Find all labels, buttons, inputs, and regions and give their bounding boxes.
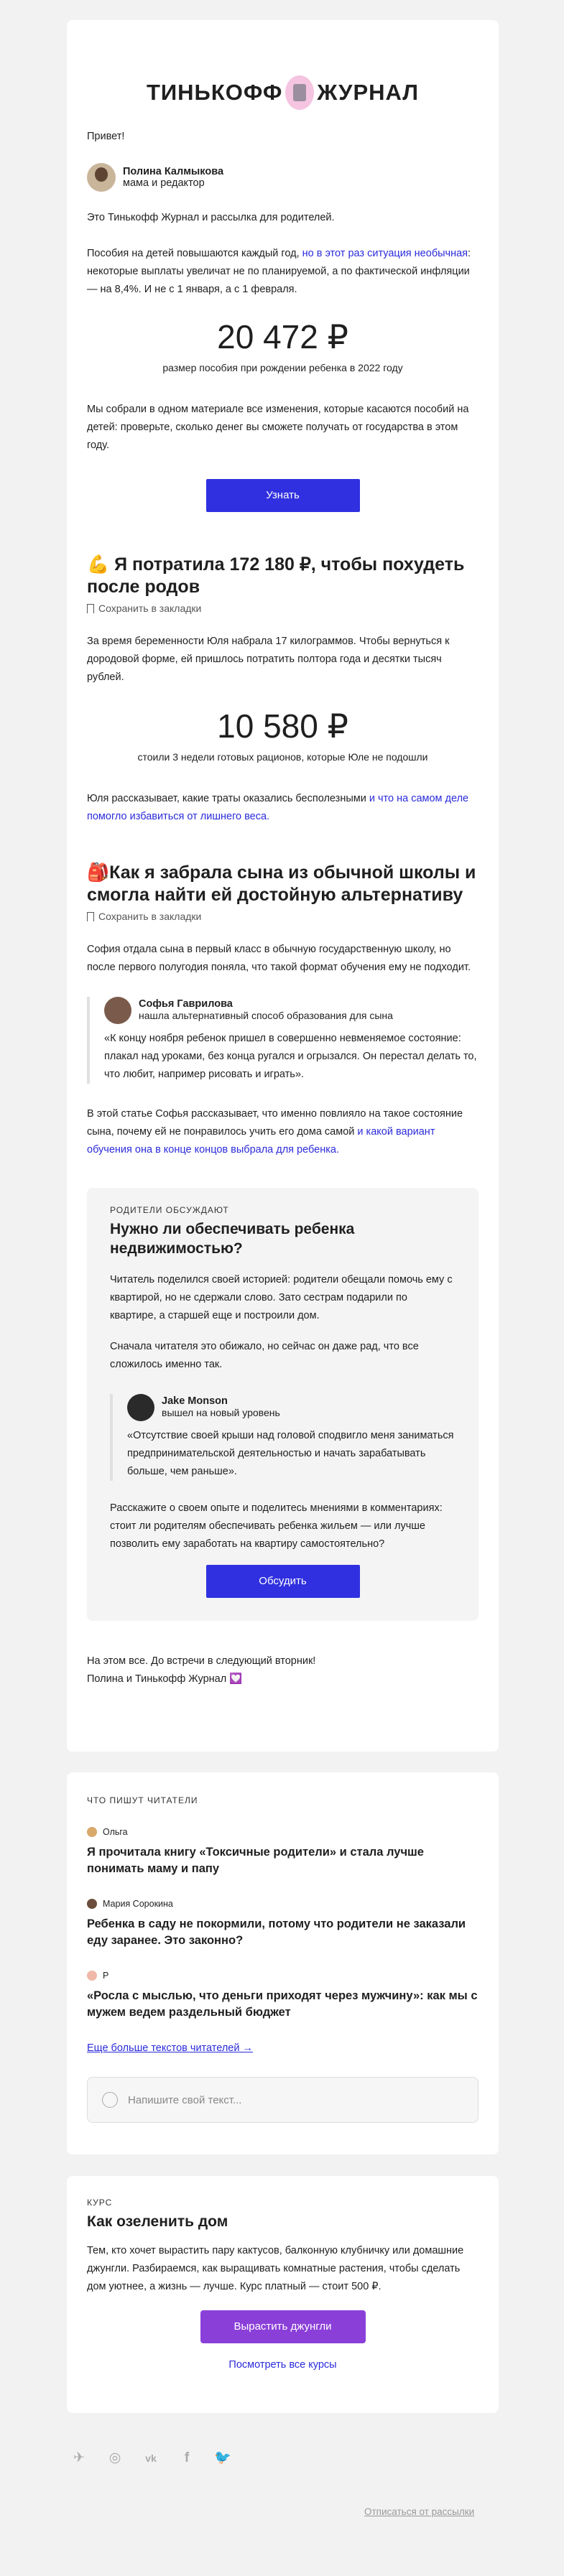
telegram-icon[interactable]: ✈ [73, 2450, 85, 2465]
reader-title[interactable]: Я прочитала книгу «Токсичные родители» и стала лучше понимать маму и папу [87, 1846, 424, 1875]
article1-p2 [87, 790, 479, 826]
quote-author [127, 1394, 456, 1421]
main-card [67, 20, 499, 1752]
text: В этой статье Софья рассказывает, что именно повлияло на такое состояние сына, почему ей не понравилось учить его дома самой [87, 1108, 463, 1138]
text: Полина и Тинькофф Журнал 💟 [87, 1673, 243, 1685]
all-courses-link[interactable]: Посмотреть все курсы [228, 2359, 337, 2371]
text: На этом все. До встречи в следующий вторник! [87, 1655, 316, 1667]
amount-benefit: 20 472 ₽ [217, 318, 348, 355]
reader-avatar [87, 1971, 97, 1981]
quote-text: «К концу ноября ребенок пришел в совершенно невменяемое состояние: плакал над уроками, без конца ругался и огрызался. Он перестал делать то, что любит, например рисовать и играть». [104, 1033, 477, 1080]
paragraph-benefits [87, 245, 479, 299]
learn-button[interactable]: Узнать [206, 479, 360, 512]
logo-badge-icon [285, 75, 314, 110]
facebook-icon[interactable]: f [184, 2450, 190, 2465]
reader-item[interactable] [87, 1899, 479, 1949]
intro: Это Тинькофф Журнал и рассылка для родителей. [87, 212, 335, 223]
readers-card [67, 1772, 499, 2154]
quote-text: «Отсутствие своей крыши над головой сподвигло меня заниматься предпринимательской деятельностью и начать зарабатывать больше, чем раньше». [127, 1430, 454, 1477]
text: Юля рассказывает, какие траты оказались бесполезными [87, 793, 366, 804]
reader-name: Мария Сорокина [103, 1899, 173, 1909]
discussion-p1: Читатель поделился своей историей: родители обещали помочь ему с квартирой, но не сдержали слово. Зато сестрам подарили по квартире, а старшей еще и построили дом. [110, 1274, 453, 1321]
text: Сохранить в закладки [98, 911, 202, 922]
course-overline: КУРС [87, 2198, 113, 2208]
logo[interactable] [87, 20, 479, 128]
bookmark-button[interactable] [87, 603, 479, 614]
quote-author [104, 997, 479, 1024]
article2-p2 [87, 1105, 479, 1159]
input-placeholder: Напишите свой текст... [128, 2093, 242, 2106]
grow-jungle-button[interactable]: Вырастить джунгли [200, 2310, 366, 2343]
avatar [104, 997, 131, 1024]
bookmark-icon [87, 912, 94, 921]
more-readers-link[interactable]: Еще больше текстов читателей → [87, 2042, 253, 2054]
discuss-button[interactable]: Обсудить [206, 1565, 360, 1598]
quote-role: вышел на новый уровень [162, 1407, 280, 1418]
course-title: Как озеленить дом [87, 2213, 228, 2230]
quote [87, 997, 479, 1084]
quote-role: нашла альтернативный способ образования для сына [139, 1010, 393, 1021]
quote [110, 1394, 456, 1481]
vk-icon[interactable]: vk [145, 2452, 157, 2464]
reader-avatar [87, 1899, 97, 1909]
article2-title [87, 862, 479, 906]
social-icons [70, 2449, 232, 2468]
author-name: Полина Калмыкова [123, 166, 224, 177]
twitter-icon[interactable]: 🐦 [214, 2450, 231, 2465]
course-card [67, 2176, 499, 2413]
avatar [127, 1394, 154, 1421]
article1-title [87, 554, 479, 598]
bookmark-icon [87, 604, 94, 613]
course-text: Тем, кто хочет вырастить пару кактусов, балконную клубничку или домашние джунгли. Разбираемся, как выращивать комнатные растения, чтобы сделать дом уютнее, а жизнь — лучше. Курс платный — стоит 500 ₽. [87, 2245, 464, 2292]
discussion-p3: Расскажите о своем опыте и поделитесь мнениями в комментариях: стоит ли родителям обеспечивать ребенка жильем — или лучше позволить ему заработать на квартиру самостоятельно? [110, 1502, 443, 1550]
text: Я потратила 172 180 ₽, чтобы похудеть после родов [87, 554, 465, 597]
text: Как я забрала сына из обычной школы и смогла найти ей достойную альтернативу [87, 862, 476, 905]
backpack-icon: 🎒 [87, 862, 110, 883]
text: Пособия на детей повышаются каждый год, [87, 248, 300, 259]
benefits-link[interactable]: но в этот раз ситуация необычная [302, 248, 468, 259]
amount-benefit-caption: размер пособия при рождении ребенка в 2022 году [162, 362, 403, 373]
reader-item[interactable] [87, 1827, 479, 1877]
avatar [87, 163, 116, 192]
discussion-overline: РОДИТЕЛИ ОБСУЖДАЮТ [110, 1205, 229, 1215]
write-text-input[interactable] [87, 2077, 479, 2123]
article1-p1: За время беременности Юля набрала 17 килограммов. Чтобы вернуться к дородовой форме, ей пришлось потратить полтора года и десятки тысяч рублей. [87, 636, 450, 683]
logo-right: ЖУРНАЛ [317, 80, 420, 105]
article1-link[interactable]: и что на самом деле помогло избавиться от лишнего веса. [87, 793, 469, 822]
article2-p1: София отдала сына в первый класс в обычную государственную школу, но после первого полугодия поняла, что такой формат обучения ему не подходит. [87, 944, 471, 973]
discussion-block [87, 1188, 479, 1621]
text: : некоторые выплаты увеличат не по планируемой, а по фактической инфляции — на 8,4%. И не с 1 января, а с 1 февраля. [87, 248, 471, 295]
paragraph-summary: Мы собрали в одном материале все изменения, которые касаются пособий на детей: проверьте, сколько денег вы сможете получать от государства в этом году. [87, 404, 469, 451]
instagram-icon[interactable]: ◎ [108, 2450, 121, 2465]
unsubscribe-link[interactable]: Отписаться от рассылки [364, 2506, 475, 2517]
reader-title[interactable]: Ребенка в саду не покормили, потому что родители не заказали еду заранее. Это законно? [87, 1917, 466, 1947]
reader-item[interactable] [87, 1971, 479, 2021]
amount-diet: 10 580 ₽ [217, 707, 348, 745]
text: Сохранить в закладки [98, 603, 202, 614]
reader-name: Р [103, 1971, 109, 1981]
muscle-icon: 💪 [87, 554, 110, 575]
reader-name: Ольга [103, 1827, 128, 1837]
outro [87, 1652, 479, 1688]
bookmark-button[interactable] [87, 911, 479, 922]
discussion-title: Нужно ли обеспечивать ребенка недвижимостью? [110, 1221, 355, 1257]
quote-name: Софья Гаврилова [139, 998, 233, 1010]
reader-avatar [87, 1827, 97, 1837]
user-icon [102, 2092, 118, 2108]
author [87, 163, 479, 192]
logo-left: ТИНЬКОФФ [146, 80, 283, 105]
quote-name: Jake Monson [162, 1395, 228, 1407]
greeting: Привет! [87, 131, 125, 142]
amount-diet-caption: стоили 3 недели готовых рационов, которые Юле не подошли [137, 751, 428, 763]
readers-overline: ЧТО ПИШУТ ЧИТАТЕЛИ [87, 1795, 198, 1805]
author-role: мама и редактор [123, 177, 205, 189]
discussion-p2: Сначала читателя это обижало, но сейчас он даже рад, что все сложилось именно так. [110, 1341, 419, 1370]
reader-title[interactable]: «Росла с мыслью, что деньги приходят через мужчину»: как мы с мужем ведем раздельный бюджет [87, 1989, 478, 2019]
article2-link[interactable]: и какой вариант обучения она в конце концов выбрала для ребенка. [87, 1126, 435, 1156]
